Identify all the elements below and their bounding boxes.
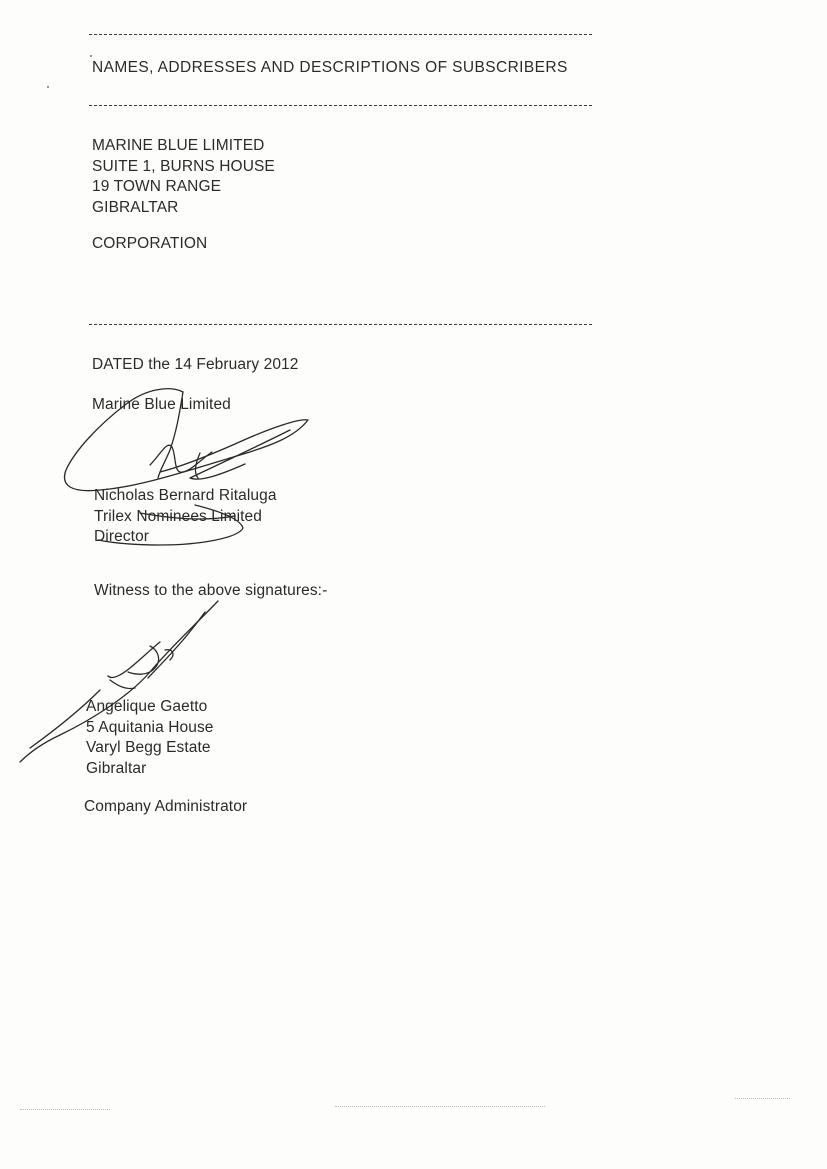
witness-occupation: Company Administrator [84,798,248,815]
scan-noise [20,1109,110,1110]
subscriber-address [92,136,275,218]
scan-speck [90,55,92,57]
witness-intro: Witness to the above signatures:- [94,582,328,599]
signatory-name: Nicholas Bernard Ritaluga [94,487,277,504]
subscriber-description: CORPORATION [92,235,208,252]
subscriber-line: SUITE 1, BURNS HOUSE [92,157,275,175]
subscriber-line: GIBRALTAR [92,198,179,216]
witness-address-line: 5 Aquitania House [86,718,214,736]
signatory-role: Director [94,528,150,545]
scan-noise [335,1106,545,1107]
heading-divider [89,105,592,106]
top-divider [89,34,592,35]
dated-line: DATED the 14 February 2012 [92,356,299,373]
subscribers-heading: NAMES, ADDRESSES AND DESCRIPTIONS OF SUBSCRIBERS [92,59,568,76]
witness-name: Angelique Gaetto [86,698,208,715]
scan-noise [735,1098,790,1099]
subscriber-line: MARINE BLUE LIMITED [92,137,265,154]
witness-block [86,697,214,779]
scan-speck [47,86,49,88]
subscriber-line: 19 TOWN RANGE [92,178,222,195]
witness-address-line: Varyl Begg Estate [86,739,211,756]
signatory-block [94,486,277,548]
bottom-divider [89,324,592,325]
witness-address-line: Gibraltar [86,759,147,777]
signatory-company: Marine Blue Limited [92,396,231,413]
signatory-nominee: Trilex Nominees Limited [94,507,262,525]
